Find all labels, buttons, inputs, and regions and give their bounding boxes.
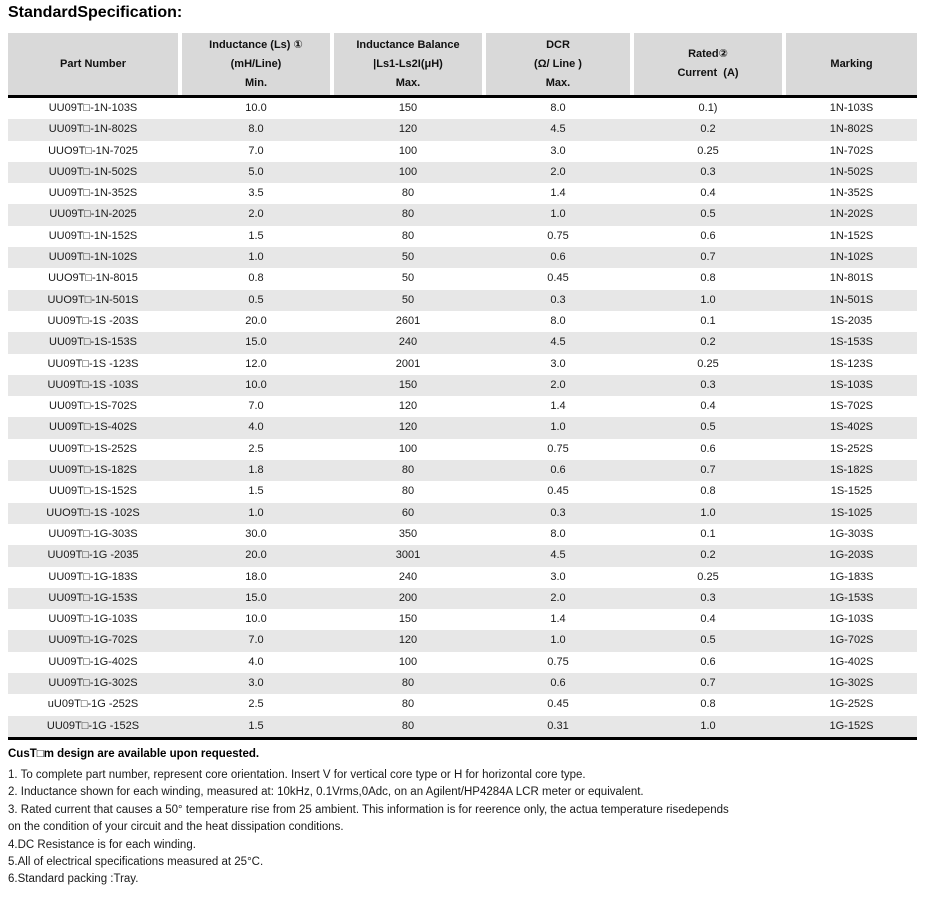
cell-rated-current: 0.2 — [700, 549, 716, 562]
cell-part-number: UU09T□-1G-702S — [48, 634, 138, 647]
cell-dcr: 0.6 — [550, 677, 566, 690]
header-line: DCR — [546, 38, 570, 51]
table-row — [8, 183, 917, 204]
cell-inductance: 15.0 — [245, 336, 267, 349]
cell-marking: 1N-802S — [829, 123, 874, 136]
cell-marking: 1S-103S — [830, 378, 873, 391]
cell-dcr: 0.75 — [547, 229, 569, 242]
cell-marking: 1N-202S — [829, 208, 874, 221]
cell-part-number: UU09T□-1N-2025 — [49, 208, 137, 221]
table-row — [8, 630, 917, 651]
cell-marking: 1N-152S — [829, 229, 874, 242]
table-row — [8, 375, 917, 396]
cell-inductance-balance: 240 — [398, 336, 418, 349]
cell-rated-current: 0.2 — [700, 123, 716, 136]
cell-marking: 1N-103S — [829, 102, 874, 114]
cell-dcr: 1.0 — [550, 421, 566, 434]
table-row — [8, 141, 917, 162]
cell-rated-current: 0.5 — [700, 634, 716, 647]
header-line: |Ls1-Ls2I(μH) — [373, 57, 443, 70]
cell-part-number: UU09T□-1G-153S — [48, 591, 138, 604]
cell-part-number: UU09T□-1S-152S — [49, 485, 137, 498]
cell-dcr: 2.0 — [550, 591, 566, 604]
cell-rated-current: 0.7 — [700, 464, 716, 477]
cell-inductance: 12.0 — [245, 357, 267, 370]
header-line: Min. — [245, 76, 267, 89]
cell-rated-current: 0.25 — [697, 570, 719, 583]
custom-design-note: CusT□m design are available upon requested. — [8, 748, 260, 760]
cell-marking: 1S-123S — [830, 357, 873, 370]
table-row — [8, 481, 917, 502]
cell-rated-current: 0.3 — [700, 165, 716, 178]
cell-dcr: 8.0 — [550, 314, 566, 327]
cell-marking: 1N-702S — [829, 144, 874, 157]
cell-dcr: 2.0 — [550, 165, 566, 178]
cell-rated-current: 0.5 — [700, 421, 716, 434]
cell-dcr: 0.75 — [547, 655, 569, 668]
table-row — [8, 119, 917, 140]
cell-part-number: UU09T□-1S-702S — [49, 400, 137, 413]
table-row — [8, 204, 917, 225]
cell-rated-current: 0.5 — [700, 208, 716, 221]
cell-inductance: 0.5 — [248, 293, 264, 306]
cell-dcr: 2.0 — [550, 378, 566, 391]
table-row — [8, 673, 917, 694]
column-header-inductance-balance — [334, 33, 482, 95]
cell-rated-current: 0.7 — [700, 677, 716, 690]
cell-inductance: 18.0 — [245, 570, 267, 583]
cell-dcr: 1.0 — [550, 208, 566, 221]
cell-part-number: UU09T□-1G -152S — [46, 719, 140, 732]
table-row — [8, 226, 917, 247]
cell-marking: 1S-153S — [830, 336, 873, 349]
cell-part-number: UU09T□-1N-502S — [48, 165, 138, 178]
cell-inductance: 7.0 — [248, 634, 264, 647]
cell-inductance-balance: 50 — [401, 251, 415, 264]
table-row — [8, 503, 917, 524]
note-line: 3. Rated current that causes a 50° temperature rise from 25 ambient. This information is for reerence only, the actua temperature risedepends — [8, 803, 729, 816]
table-row — [8, 290, 917, 311]
cell-inductance: 20.0 — [245, 549, 267, 562]
cell-rated-current: 0.4 — [700, 400, 716, 413]
cell-inductance-balance: 120 — [398, 400, 418, 413]
cell-inductance: 7.0 — [248, 400, 264, 413]
cell-inductance-balance: 100 — [398, 655, 418, 668]
cell-inductance-balance: 80 — [401, 208, 415, 221]
header-line: Part Number — [59, 57, 127, 70]
cell-part-number: UUO9T□-1N-7025 — [48, 144, 138, 157]
cell-inductance-balance: 100 — [398, 442, 418, 455]
cell-inductance-balance: 50 — [401, 293, 415, 306]
cell-inductance-balance: 200 — [398, 591, 418, 604]
cell-part-number: UU09T□-1S-153S — [49, 336, 137, 349]
cell-inductance-balance: 80 — [401, 698, 415, 711]
cell-dcr: 3.0 — [550, 570, 566, 583]
cell-part-number: UU09T□-1N-152S — [48, 229, 138, 242]
cell-rated-current: 0.1) — [698, 102, 718, 114]
cell-part-number: UU09T□-1G-103S — [48, 613, 138, 626]
table-row — [8, 396, 917, 417]
cell-marking: 1S-2035 — [830, 314, 873, 327]
cell-part-number: UU09T□-1G-303S — [48, 527, 138, 540]
cell-inductance: 8.0 — [248, 123, 264, 136]
footer-divider — [8, 737, 917, 740]
note-line: on the condition of your circuit and the heat dissipation conditions. — [8, 821, 344, 834]
column-header-dcr — [486, 33, 630, 95]
cell-part-number: UU09T□-1S-252S — [49, 442, 137, 455]
cell-inductance-balance: 3001 — [395, 549, 421, 562]
cell-rated-current: 0.3 — [700, 591, 716, 604]
cell-rated-current: 1.0 — [700, 293, 716, 306]
header-line: Rated② — [688, 48, 728, 60]
cell-part-number: UUO9T□-1N-8015 — [48, 272, 138, 285]
cell-marking: 1G-103S — [829, 613, 874, 626]
cell-inductance: 4.0 — [248, 421, 264, 434]
cell-part-number: UU09T□-1N-102S — [48, 251, 138, 264]
cell-marking: 1G-402S — [829, 655, 874, 668]
cell-marking: 1G-302S — [829, 677, 874, 690]
cell-inductance-balance: 150 — [398, 102, 418, 114]
cell-rated-current: 0.4 — [700, 613, 716, 626]
cell-rated-current: 0.8 — [700, 272, 716, 285]
cell-rated-current: 0.8 — [700, 698, 716, 711]
cell-inductance-balance: 80 — [401, 677, 415, 690]
cell-part-number: UUO9T□-1S -102S — [46, 506, 140, 519]
cell-rated-current: 0.6 — [700, 442, 716, 455]
cell-marking: 1G-153S — [829, 591, 874, 604]
cell-inductance-balance: 2001 — [395, 357, 421, 370]
cell-inductance-balance: 120 — [398, 634, 418, 647]
table-row — [8, 652, 917, 673]
cell-dcr: 1.0 — [550, 634, 566, 647]
cell-marking: 1S-402S — [830, 421, 873, 434]
cell-inductance-balance: 80 — [401, 229, 415, 242]
cell-marking: 1S-702S — [830, 400, 873, 413]
cell-rated-current: 1.0 — [700, 506, 716, 519]
header-line: (mH/Line) — [230, 57, 282, 70]
cell-marking: 1N-352S — [829, 187, 874, 200]
table-row — [8, 247, 917, 268]
cell-inductance-balance: 2601 — [395, 314, 421, 327]
header-line: Current (A) — [677, 67, 739, 79]
cell-marking: 1S-182S — [830, 464, 873, 477]
table-row — [8, 162, 917, 183]
header-line: Inductance Balance — [356, 38, 460, 51]
cell-rated-current: 0.7 — [700, 251, 716, 264]
cell-inductance-balance: 100 — [398, 165, 418, 178]
cell-dcr: 0.3 — [550, 293, 566, 306]
cell-part-number: UU09T□-1S -203S — [47, 314, 139, 327]
cell-dcr: 0.45 — [547, 485, 569, 498]
cell-inductance: 2.5 — [248, 698, 264, 711]
cell-inductance-balance: 350 — [398, 527, 418, 540]
cell-inductance: 1.5 — [248, 485, 264, 498]
cell-inductance-balance: 240 — [398, 570, 418, 583]
cell-rated-current: 0.1 — [700, 527, 716, 540]
cell-dcr: 1.4 — [550, 400, 566, 413]
cell-marking: 1N-801S — [829, 272, 874, 285]
cell-marking: 1G-152S — [829, 719, 874, 732]
cell-dcr: 1.4 — [550, 187, 566, 200]
cell-rated-current: 0.4 — [700, 187, 716, 200]
table-body — [8, 98, 917, 737]
cell-inductance: 2.5 — [248, 442, 264, 455]
cell-marking: 1S-1525 — [830, 485, 873, 498]
table-row — [8, 609, 917, 630]
cell-part-number: UU09T□-1G-402S — [48, 655, 138, 668]
header-line: Max. — [545, 76, 571, 89]
cell-part-number: UU09T□-1G -2035 — [47, 549, 139, 562]
column-header-rated-current — [634, 33, 782, 95]
column-header-inductance — [182, 33, 330, 95]
cell-inductance: 2.0 — [248, 208, 264, 221]
table-row — [8, 460, 917, 481]
table-header-row — [8, 33, 917, 95]
cell-dcr: 3.0 — [550, 357, 566, 370]
cell-inductance-balance: 80 — [401, 485, 415, 498]
cell-marking: 1N-502S — [829, 165, 874, 178]
table-row — [8, 567, 917, 588]
cell-part-number: uU09T□-1G -252S — [47, 698, 139, 711]
cell-part-number: UU09T□-1S-182S — [49, 464, 137, 477]
cell-marking: 1G-702S — [829, 634, 874, 647]
cell-part-number: UU09T□-1S -123S — [47, 357, 139, 370]
cell-dcr: 3.0 — [550, 144, 566, 157]
cell-inductance: 0.8 — [248, 272, 264, 285]
cell-part-number: UU09T□-1N-802S — [48, 123, 138, 136]
cell-rated-current: 0.3 — [700, 378, 716, 391]
cell-dcr: 4.5 — [550, 123, 566, 136]
note-line: 5.All of electrical specifications measured at 25°C. — [8, 856, 264, 869]
cell-rated-current: 0.25 — [697, 144, 719, 157]
header-line: (Ω/ Line ) — [534, 57, 582, 70]
cell-part-number: UU09T□-1N-352S — [48, 187, 138, 200]
cell-dcr: 0.75 — [547, 442, 569, 455]
spec-table — [8, 33, 917, 740]
cell-dcr: 0.45 — [547, 272, 569, 285]
cell-inductance-balance: 100 — [398, 144, 418, 157]
cell-dcr: 1.4 — [550, 613, 566, 626]
cell-marking: 1G-183S — [829, 570, 874, 583]
cell-inductance: 7.0 — [248, 144, 264, 157]
table-row — [8, 694, 917, 715]
cell-dcr: 0.3 — [550, 506, 566, 519]
table-row — [8, 268, 917, 289]
cell-inductance: 1.8 — [248, 464, 264, 477]
page-title: StandardSpecification: — [8, 4, 183, 21]
cell-inductance: 10.0 — [245, 378, 267, 391]
cell-dcr: 0.45 — [547, 698, 569, 711]
cell-marking: 1G-303S — [829, 527, 874, 540]
cell-part-number: UU09T□-1S -103S — [47, 378, 139, 391]
column-header-marking — [786, 33, 917, 95]
cell-inductance: 1.5 — [248, 719, 264, 732]
cell-inductance-balance: 120 — [398, 421, 418, 434]
cell-dcr: 0.6 — [550, 251, 566, 264]
cell-inductance: 3.5 — [248, 187, 264, 200]
cell-inductance-balance: 150 — [398, 378, 418, 391]
cell-dcr: 8.0 — [550, 527, 566, 540]
table-row — [8, 311, 917, 332]
cell-inductance: 3.0 — [248, 677, 264, 690]
cell-rated-current: 0.2 — [700, 336, 716, 349]
cell-inductance: 1.0 — [248, 506, 264, 519]
table-row — [8, 439, 917, 460]
column-header-part-number — [8, 33, 178, 95]
table-row — [8, 332, 917, 353]
cell-inductance-balance: 80 — [401, 187, 415, 200]
table-row — [8, 417, 917, 438]
cell-rated-current: 0.8 — [700, 485, 716, 498]
cell-inductance: 15.0 — [245, 591, 267, 604]
table-row — [8, 716, 917, 737]
cell-part-number: UU09T□-1S-402S — [49, 421, 137, 434]
cell-rated-current: 0.6 — [700, 655, 716, 668]
cell-inductance-balance: 80 — [401, 719, 415, 732]
table-row — [8, 354, 917, 375]
cell-rated-current: 0.25 — [697, 357, 719, 370]
cell-dcr: 4.5 — [550, 336, 566, 349]
cell-inductance: 10.0 — [245, 613, 267, 626]
cell-inductance: 1.0 — [248, 251, 264, 264]
cell-marking: 1S-252S — [830, 442, 873, 455]
note-lines — [8, 767, 917, 889]
cell-part-number: UU09T□-1N-103S — [48, 102, 138, 114]
cell-inductance: 10.0 — [245, 102, 267, 114]
header-line: Max. — [395, 76, 421, 89]
cell-rated-current: 0.6 — [700, 229, 716, 242]
cell-inductance: 5.0 — [248, 165, 264, 178]
cell-marking: 1S-1025 — [830, 506, 873, 519]
cell-inductance-balance: 80 — [401, 464, 415, 477]
cell-marking: 1G-203S — [829, 549, 874, 562]
table-row — [8, 524, 917, 545]
header-line: Marking — [830, 57, 873, 70]
cell-dcr: 0.31 — [547, 719, 569, 732]
note-line: 1. To complete part number, represent core orientation. Insert V for vertical core type or H for horizontal core type. — [8, 769, 586, 781]
cell-marking: 1N-501S — [829, 293, 874, 306]
cell-inductance: 20.0 — [245, 314, 267, 327]
cell-rated-current: 1.0 — [700, 719, 716, 732]
note-line: 2. Inductance shown for each winding, measured at: 10kHz, 0.1Vrms,0Adc, on an Agilent/HP4284A LCR meter or equivalent. — [8, 786, 644, 799]
cell-inductance-balance: 120 — [398, 123, 418, 136]
cell-inductance-balance: 50 — [401, 272, 415, 285]
table-row — [8, 545, 917, 566]
note-line: 6.Standard packing :Tray. — [8, 873, 139, 886]
cell-rated-current: 0.1 — [700, 314, 716, 327]
table-row — [8, 98, 917, 119]
cell-inductance: 4.0 — [248, 655, 264, 668]
cell-marking: 1G-252S — [829, 698, 874, 711]
cell-inductance: 30.0 — [245, 527, 267, 540]
table-row — [8, 588, 917, 609]
note-line: 4.DC Resistance is for each winding. — [8, 838, 196, 851]
cell-inductance-balance: 60 — [401, 506, 415, 519]
cell-dcr: 0.6 — [550, 464, 566, 477]
cell-inductance: 1.5 — [248, 229, 264, 242]
cell-dcr: 8.0 — [550, 102, 566, 114]
cell-inductance-balance: 150 — [398, 613, 418, 626]
header-line: Inductance (Ls) ① — [209, 38, 303, 51]
cell-part-number: UU09T□-1G-302S — [48, 677, 138, 690]
notes-section — [8, 746, 917, 889]
cell-marking: 1N-102S — [829, 251, 874, 264]
cell-part-number: UUO9T□-1N-501S — [47, 293, 139, 306]
cell-part-number: UU09T□-1G-183S — [48, 570, 138, 583]
cell-dcr: 4.5 — [550, 549, 566, 562]
